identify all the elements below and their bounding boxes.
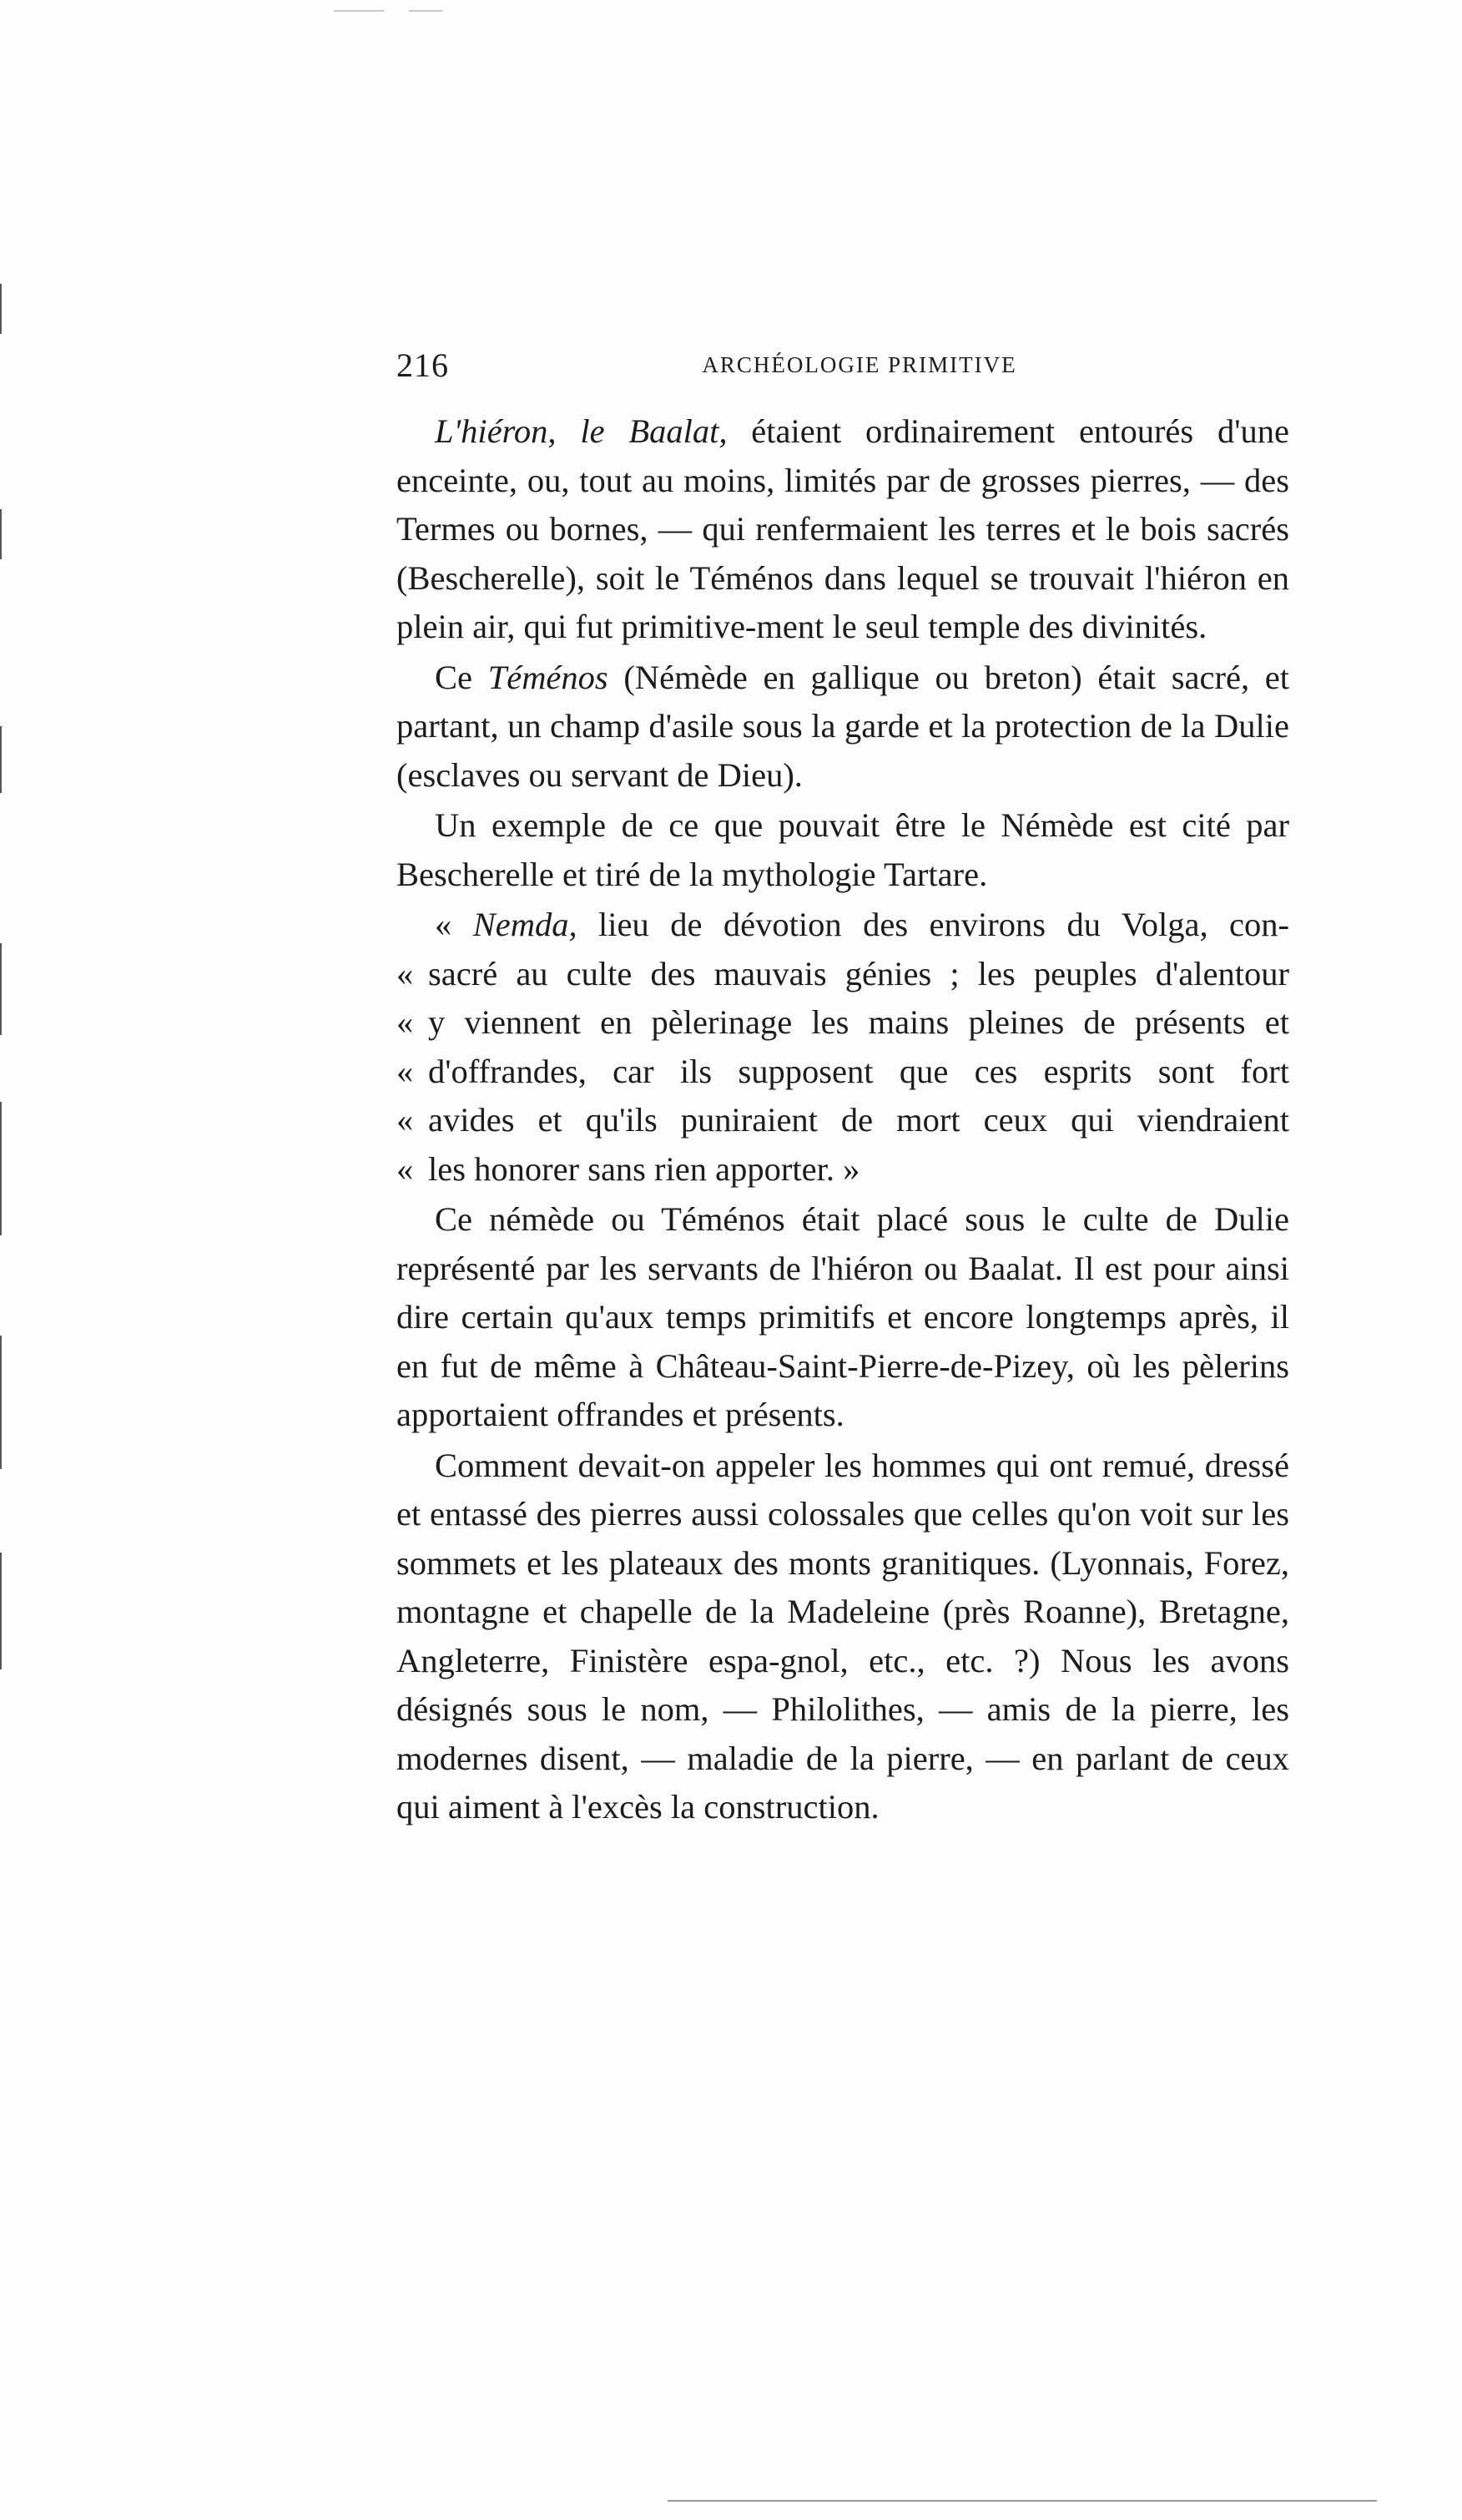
paragraph-text: Ce xyxy=(435,658,488,696)
running-title: ARCHÉOLOGIE PRIMITIVE xyxy=(702,352,1017,377)
scan-edge-mark xyxy=(0,509,2,559)
paragraph-exemple xyxy=(396,801,1289,899)
scan-edge-mark xyxy=(0,726,2,793)
quote-mark: « xyxy=(396,954,414,992)
scan-edge-mark xyxy=(0,1553,2,1669)
paragraph-hieron xyxy=(396,407,1289,652)
quote-line xyxy=(396,950,1289,999)
scan-edge-mark xyxy=(0,1102,2,1235)
scan-edge-mark xyxy=(0,1336,2,1469)
scan-top-rule xyxy=(409,10,442,12)
scan-edge-mark xyxy=(0,284,2,334)
paragraph-text: Un exemple de ce que pouvait être le Némède est cité par Bescherelle et tiré de la mythologie Tartare. xyxy=(396,806,1289,893)
quote-text: sacré au culte des mauvais génies ; les peuples d'alentour xyxy=(428,954,1289,992)
paragraph-nemede xyxy=(396,1195,1289,1440)
page-number: 216 xyxy=(396,346,449,384)
paragraph-text: Ce némède ou Téménos était placé sous le culte de Dulie représenté par les servants de l'hiéron ou Baalat. Il est pour ainsi dire certain qu'aux temps primitifs et encore longtemps après, il en fut de même à Château-Saint-Pierre-de-Pizey, où les pèlerins apportaient offrandes et présents. xyxy=(396,1200,1289,1433)
quote-mark: « xyxy=(396,1101,414,1139)
quote-line xyxy=(396,998,1289,1048)
quote-line xyxy=(396,901,1289,950)
scan-edge-mark xyxy=(0,943,2,1035)
paragraph-text: Comment devait-on appeler les hommes qui ont remué, dressé et entassé des pierres aussi colossales que celles qu'on voit sur les sommets et les plateaux des monts granitiques. (Lyonnais, Forez, montagne et chapelle de la Madeleine (près Roanne), Bretagne, Angleterre, Finistère espa-gnol, etc., etc. ?) Nous les avons désignés sous le nom, — Philolithes, — amis de la pierre, les modernes disent, — maladie de la pierre, — en parlant de ceux qui aiment à l'excès la construction. xyxy=(396,1446,1289,1826)
quote-text: avides et qu'ils puniraient de mort ceux qui viendraient xyxy=(428,1101,1289,1139)
quote-line xyxy=(396,1145,1289,1194)
quote-mark: « xyxy=(435,906,452,943)
quote-text: d'offrandes, car ils supposent que ces esprits sont fort xyxy=(428,1052,1289,1090)
quote-line xyxy=(396,1048,1289,1097)
quote-text: lieu de dévotion des environs du Volga, con- xyxy=(577,906,1290,943)
book-page xyxy=(396,342,1289,1834)
quote-line xyxy=(396,1096,1289,1145)
paragraph-text: (Némède en gallique ou breton) était sacré, et partant, un champ d'asile sous la garde et la protection de la Dulie (esclaves ou servant de Dieu). xyxy=(396,658,1289,794)
quote-mark: « xyxy=(396,1003,414,1041)
italic-term: Téménos xyxy=(487,658,608,696)
running-head xyxy=(396,342,1289,392)
quote-text: les honorer sans rien apporter. » xyxy=(428,1149,860,1188)
paragraph-text: étaient ordinairement entourés d'une enceinte, ou, tout au moins, limités par de grosses pierres, — des Termes ou bornes, — qui renfermaient les terres et le bois sacrés (Bescherelle), soit le Téménos dans lequel se trouvait l'hiéron en plein air, qui fut primitive-ment le seul temple des divinités. xyxy=(396,412,1289,645)
quotation-nemda xyxy=(396,901,1289,1194)
paragraph-philolithes xyxy=(396,1442,1289,1832)
scan-bottom-rule xyxy=(668,2500,1377,2502)
quote-mark: « xyxy=(396,1052,414,1090)
paragraph-temenos xyxy=(396,654,1289,800)
scan-top-rule xyxy=(334,10,384,12)
quote-mark: « xyxy=(396,1149,414,1188)
italic-term: Nemda, xyxy=(472,906,577,943)
italic-lead: L'hiéron, le Baalat, xyxy=(435,412,728,450)
quote-text: y viennent en pèlerinage les mains pleines de présents et xyxy=(428,1003,1289,1041)
